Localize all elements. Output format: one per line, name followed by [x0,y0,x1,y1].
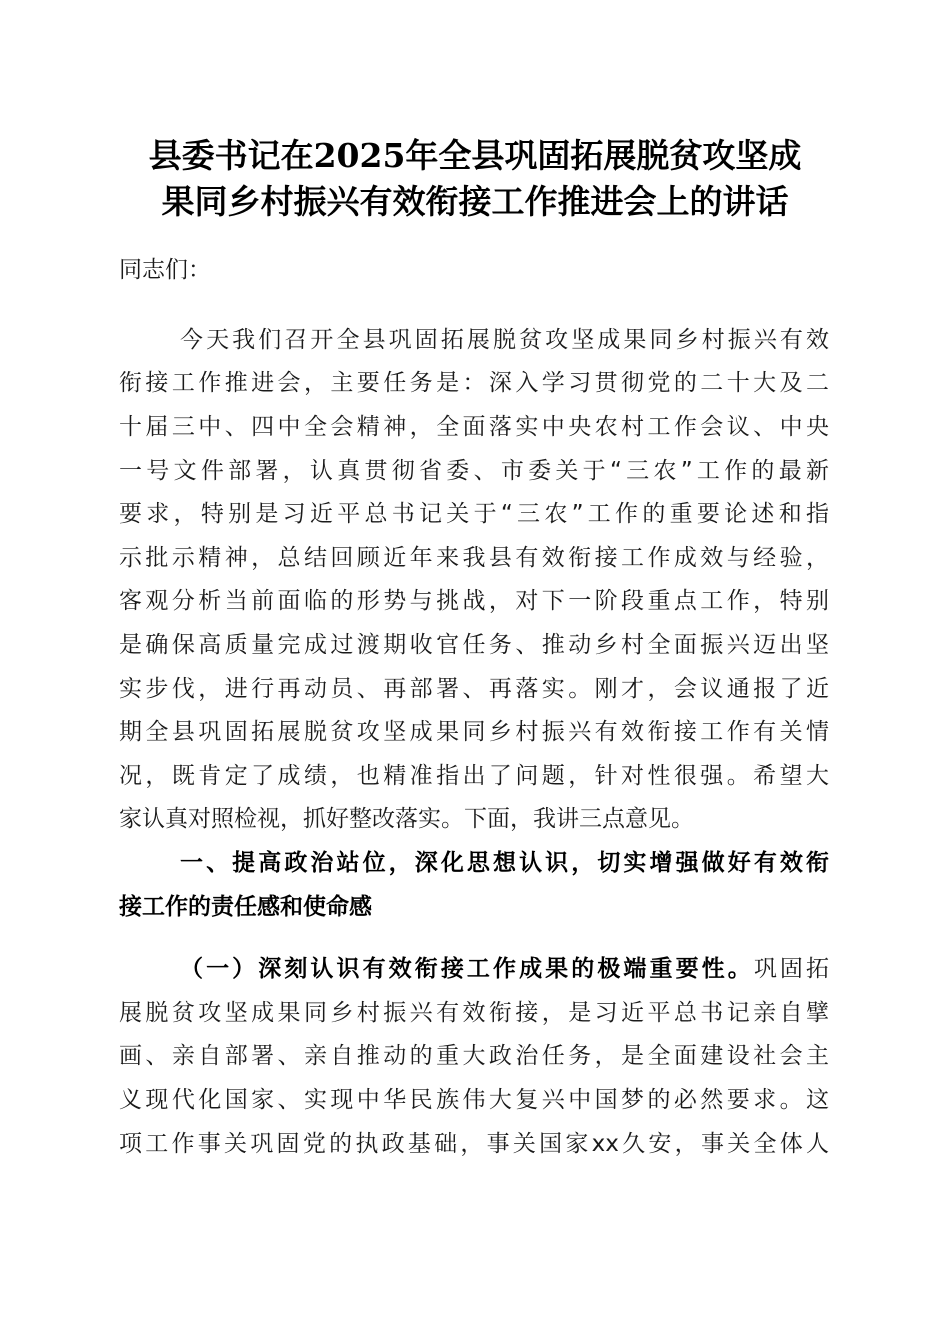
title-line-1: 县委书记在2025年全县巩固拓展脱贫攻坚成 [148,136,802,175]
intro-line: 实步伐，进行再动员、再部署、再落实。刚才，会议通报了近 [119,676,829,702]
intro-line: 今天我们召开全县巩固拓展脱贫攻坚成果同乡村振兴有效 [180,327,829,353]
intro-line: 客观分析当前面临的形势与挑战，对下一阶段重点工作，特别 [119,588,829,614]
subsection-line: 义现代化国家、实现中华民族伟大复兴中国梦的必然要求。这 [119,1087,829,1113]
subsection-line: 展脱贫攻坚成果同乡村振兴有效衔接，是习近平总书记亲自擘 [119,1000,829,1026]
intro-line: 一号文件部署，认真贯彻省委、市委关于“三农”工作的最新 [119,458,829,484]
subsection-text: 巩固拓 [753,956,830,982]
intro-line: 期全县巩固拓展脱贫攻坚成果同乡村振兴有效衔接工作有关情 [119,719,829,745]
salutation: 同志们： [119,257,211,283]
section-heading-line: 一、提高政治站位，深化思想认识，切实增强做好有效衔 [180,850,829,876]
intro-line: 是确保高质量完成过渡期收官任务、推动乡村全面振兴迈出坚 [119,632,829,658]
document-title [110,133,840,225]
subsection-line: 画、亲自部署、亲自推动的重大政治任务，是全面建设社会主 [119,1043,829,1069]
intro-line: 示批示精神，总结回顾近年来我县有效衔接工作成效与经验， [119,545,829,571]
intro-line: 家认真对照检视，抓好整改落实。下面，我讲三点意见。 [119,806,694,832]
subsection-heading: （一）深刻认识有效衔接工作成果的极端重要性。 [180,955,754,982]
subsection-line: 项工作事关巩固党的执政基础，事关国家xx久安，事关全体人 [119,1131,829,1157]
title-line-2: 果同乡村振兴有效衔接工作推进会上的讲话 [161,182,789,221]
intro-line: 十届三中、四中全会精神，全面落实中央农村工作会议、中央 [119,414,829,440]
intro-line: 要求，特别是习近平总书记关于“三农”工作的重要论述和指 [119,501,829,527]
section-heading-line: 接工作的责任感和使命感 [119,894,372,920]
subsection-first-line [180,951,829,987]
intro-line: 况，既肯定了成绩，也精准指出了问题，针对性很强。希望大 [119,763,829,789]
intro-line: 衔接工作推进会，主要任务是：深入学习贯彻党的二十大及二 [119,370,829,396]
